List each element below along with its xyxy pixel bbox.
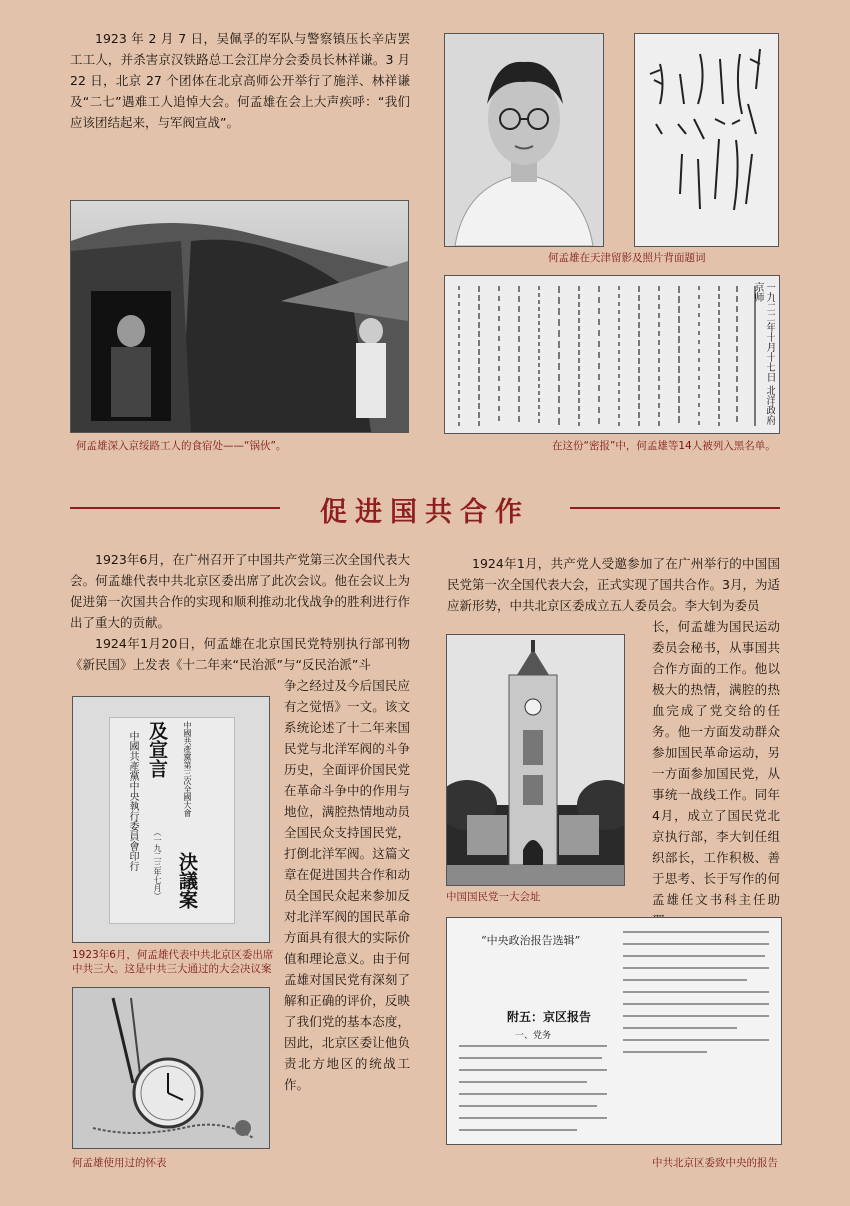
resolution-caption-line2: 中共三大。这是中共三大通过的大会决议案 xyxy=(72,963,272,975)
title-rule-right xyxy=(570,507,780,509)
poster-text xyxy=(123,721,202,921)
left-column-intro xyxy=(70,549,410,675)
workers-shelter-photo xyxy=(70,200,409,433)
left-column-narrow xyxy=(284,675,410,1095)
report-title: 附五：京区报告 xyxy=(507,1010,592,1024)
kmt-site-caption: 中国国民党一大会址 xyxy=(446,891,541,903)
workers-shelter-caption: 何孟雄深入京绥路工人的食宿处——“锅伙”。 xyxy=(76,440,287,452)
right-paragraph-1-cont: 长，何孟雄为国民运动委员会秘书，从事国共合作方面的工作。他以极大的热情，满腔的热血完成了党交给的任务。他一方面发动群众参加国民革命运动，另一方面参加国民党，从事统一战线工作。同年4月，成立了国民党北京执行部，李大钊任组织部长，工作积极、善于思考、长于写作的何孟雄任文书科主任助 xyxy=(652,619,780,907)
kmt-congress-photo xyxy=(446,634,625,886)
blacklist-document xyxy=(444,275,780,434)
left-paragraph-2-head: 1924年1月20日，何孟雄在北京国民党特别执行部刊物《新民国》上发表《十二年来“民治派”与“反民治派”斗 xyxy=(70,636,410,672)
left-paragraph-2-body: 争之经过及今后国民应有之觉悟》一文。该文系统论述了十二年来国民党与北洋军阀的斗争历史，全面评价国民党在革命斗争中的作用与地位，满腔热情地动员全国民众支持国民党，打倒北洋军阀。这篇文章在促进国共合作和动员全国民众起来参加反对北洋军阀的国民革命方面具有很大的实际价值和理论意义。由于何孟雄对国民党有深刻了解和正确的评价，反映了我们党的基本态度，因此，北京区委让他负责北方地区的统战工作。 xyxy=(284,678,410,1092)
blacklist-caption: 在这份“密报”中，何孟雄等14人被列入黑名单。 xyxy=(552,440,776,452)
report-caption: 中共北京区委致中央的报告 xyxy=(652,1157,778,1169)
watch-caption: 何孟雄使用过的怀表 xyxy=(72,1157,167,1169)
right-column-intro xyxy=(447,553,780,616)
poster-line-3: 中國共產黨第三次全國大會 xyxy=(183,721,192,817)
poster-line-1: 中國共產黨中央執行委員會印行 xyxy=(127,731,138,871)
poster-date: （一九二三年七月） xyxy=(153,828,162,901)
intro-paragraph: 1923 年 2 月 7 日，吴佩孚的军队与警察镇压长辛店罢工工人，并杀害京汉铁路总工会江岸分会委员长林祥谦。3 月 22 日，北京 27 个团体在北京高师公开举行了施洋、林祥谦及“二七”遇难工人追悼大会。何孟雄在会上大声疾呼：“我们应该团结起来，与军阀宣战”。 xyxy=(70,31,410,130)
right-column-narrow xyxy=(652,616,780,931)
report-header: “中央政治报告选辑” xyxy=(481,934,581,947)
resolution-caption-line1: 1923年6月，何孟雄代表中共北京区委出席 xyxy=(72,949,274,961)
inscription-photo xyxy=(634,33,779,247)
portrait-photo xyxy=(444,33,604,247)
pocket-watch-photo xyxy=(72,987,270,1149)
blacklist-date-text: 一九二二年十月十七日 北洋政府京师 xyxy=(752,282,775,426)
right-paragraph-1: 1924年1月，共产党人受邀参加了在广州举行的中国国民党第一次全国代表大会，正式实现了国共合作。3月，为适应新形势，中共北京区委成立五人委员会。李大钊为委员 xyxy=(447,556,780,613)
resolution-poster xyxy=(72,696,270,943)
district-report-document xyxy=(446,917,782,1145)
portrait-caption: 何孟雄在天津留影及照片背面题词 xyxy=(548,252,706,264)
left-paragraph-1: 1923年6月，在广州召开了中国共产党第三次全国代表大会。何孟雄代表中共北京区委出席了此次会议。他在会议上为促进第一次国共合作的实现和顺利推动北伐战争的胜利进行作出了重大的贡献。 xyxy=(70,552,410,630)
poster-line-2: 決議案及宣言 xyxy=(146,721,198,910)
section-title: 促进国共合作 xyxy=(320,497,530,528)
report-section: 一、党务 xyxy=(515,1031,552,1041)
